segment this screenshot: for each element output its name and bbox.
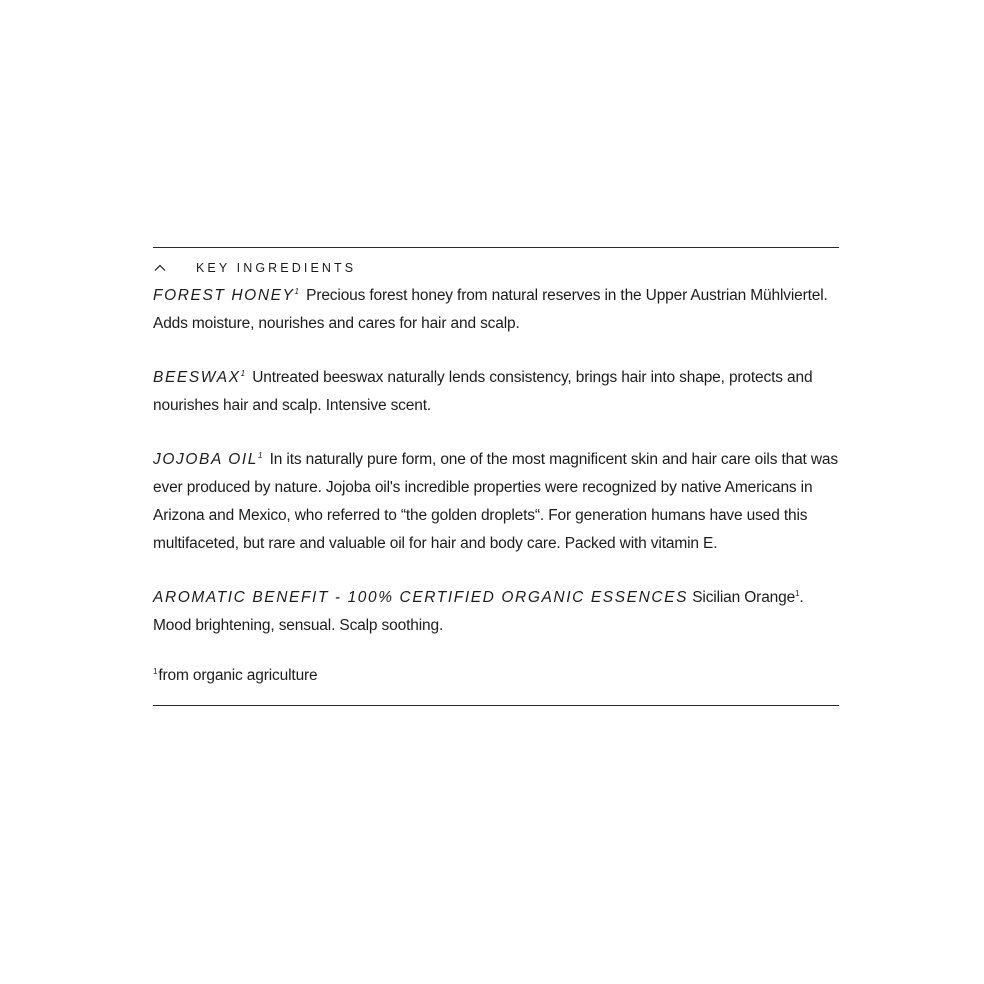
- aromatic-benefit-text: Sicilian Orange$^1$. Mood brightening, sensual. Scalp soothing.: [153, 589, 804, 634]
- ingredient-forest-honey: [153, 282, 839, 338]
- aromatic-benefit-title: AROMATIC BENEFIT - 100% CERTIFIED ORGANIC ESSENCES: [153, 589, 689, 606]
- ingredient-name: JOJOBA OIL$^1$: [153, 451, 263, 468]
- chevron-up-icon: [154, 262, 166, 274]
- ingredient-name: FOREST HONEY$^1$: [153, 287, 299, 304]
- ingredient-description: Precious forest honey from natural reserves in the Upper Austrian Mühlviertel. Adds moisture, nourishes and cares for hair and scalp.: [153, 287, 828, 332]
- ingredient-jojoba-oil: [153, 446, 839, 558]
- ingredient-beeswax: [153, 364, 839, 420]
- accordion-content: [153, 282, 839, 690]
- ingredient-name: BEESWAX$^1$: [153, 369, 246, 386]
- bottom-divider: [153, 705, 839, 706]
- accordion-title: KEY INGREDIENTS: [196, 261, 357, 275]
- ingredient-description: Untreated beeswax naturally lends consistency, brings hair into shape, protects and nourishes hair and scalp. Intensive scent.: [153, 369, 813, 414]
- organic-footnote: $^1$from organic agriculture: [153, 667, 318, 684]
- key-ingredients-panel: [153, 247, 839, 706]
- aromatic-benefit: [153, 584, 839, 640]
- ingredient-description: In its naturally pure form, one of the most magnificent skin and hair care oils that was ever produced by nature. Jojoba oil's incredible properties were recognized by native Americans in Arizona and Mexico, who referred to “the golden droplets“. For generation humans have used this multifaceted, but rare and valuable oil for hair and body care. Packed with vitamin E.: [153, 451, 838, 552]
